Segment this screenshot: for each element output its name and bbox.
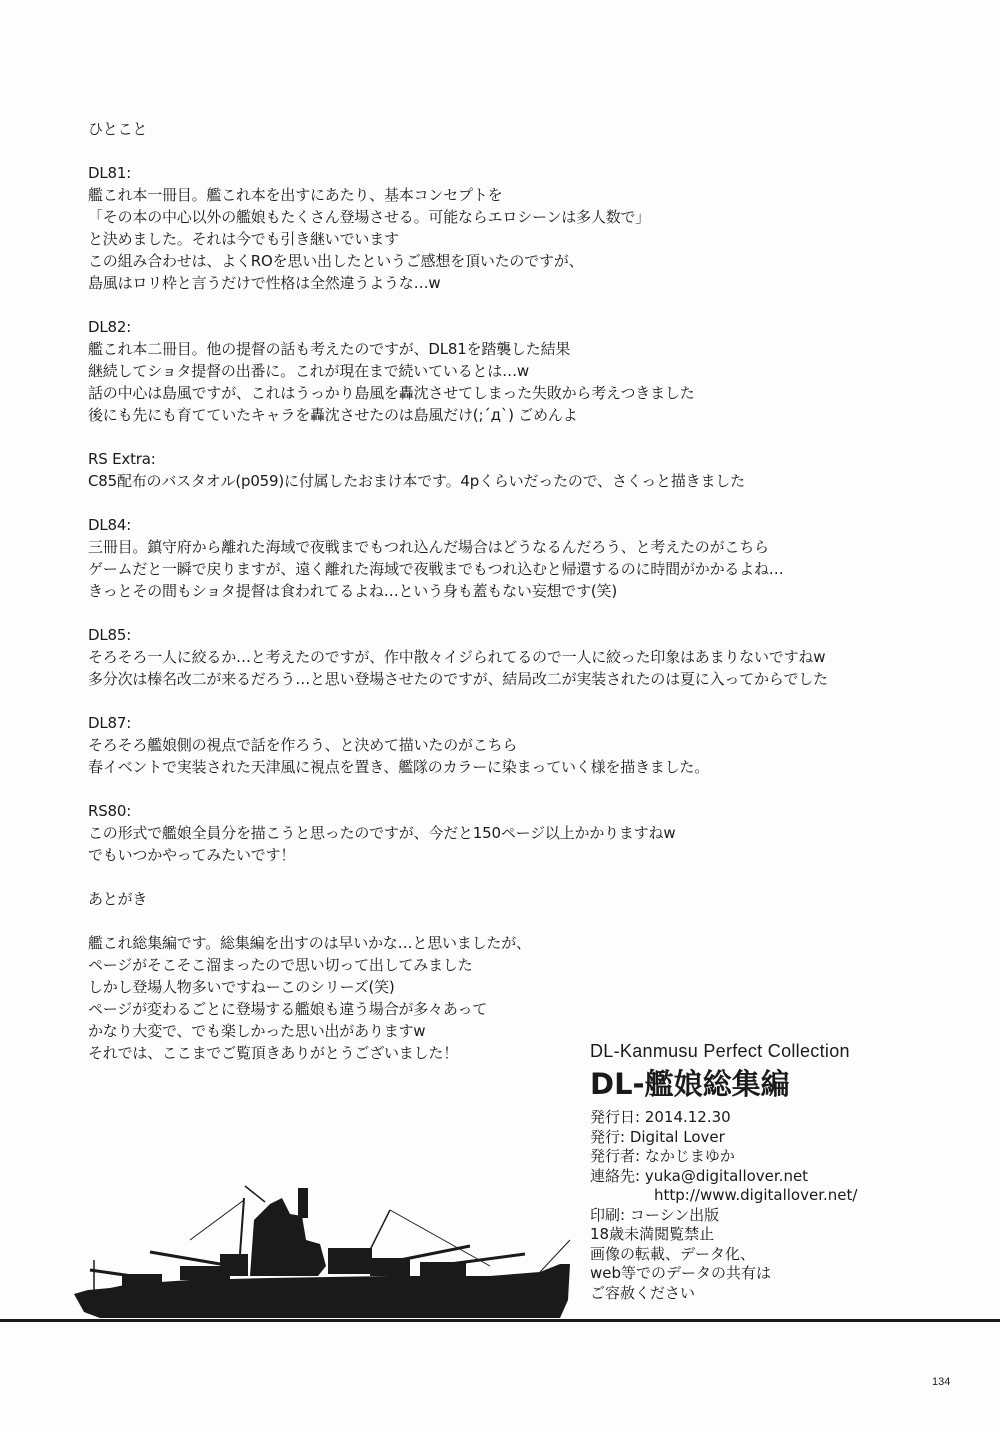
section-line: そろそろ一人に絞るか…と考えたのですが、作中散々イジられてるので一人に絞った印象はあまりないですねw <box>88 648 826 666</box>
section-title: RS80: <box>88 802 132 820</box>
section-line: 三冊目。鎮守府から離れた海域で夜戦までもつれ込んだ場合はどうなるんだろう、と考えたのがこちら <box>88 538 769 556</box>
section-dl87 <box>88 712 948 778</box>
section-line: 艦これ本一冊目。艦これ本を出すにあたり、基本コンセプトを <box>88 186 503 204</box>
afterword-line: それでは、ここまでご覧頂きありがとうございました！ <box>88 1044 459 1062</box>
colophon-notice-line: 18歳未満閲覧禁止 <box>590 1225 715 1243</box>
section-title: DL81: <box>88 164 132 182</box>
colophon-notice-line: web等でのデータの共有は <box>590 1264 772 1282</box>
section-line: 継続してショタ提督の出番に。これが現在まで続いているとは…w <box>88 362 529 380</box>
section-line: と決めました。それは今でも引き継いでいます <box>88 230 399 248</box>
section-line: 多分次は榛名改二が来るだろう…と思い登場させたのですが、結局改二が実装されたのは夏に入ってからでした <box>88 670 828 688</box>
section-title: DL84: <box>88 516 132 534</box>
section-line: ゲームだと一瞬で戻りますが、遠く離れた海域で夜戦までもつれ込むと帰還するのに時間がかかるよね… <box>88 560 784 578</box>
colophon-notice-line: 画像の転載、データ化、 <box>590 1244 756 1263</box>
section-line: 島風はロリ枠と言うだけで性格は全然違うような…w <box>88 274 441 292</box>
section-line: 春イベントで実装された天津風に視点を置き、艦隊のカラーに染まっていく様を描きました。 <box>88 758 710 776</box>
comments-heading: ひとこと <box>88 120 148 138</box>
page-baseline-rule <box>0 1319 1000 1322</box>
colophon-publisher: 発行: Digital Lover <box>590 1127 725 1146</box>
section-dl84 <box>88 514 948 602</box>
afterword-line: しかし登場人物多いですねーこのシリーズ(笑) <box>88 978 395 996</box>
section-line: きっとその間もショタ提督は食われてるよね…という身も蓋もない妄想です(笑) <box>88 582 618 600</box>
section-title: RS Extra: <box>88 450 156 468</box>
afterword-line: ページがそこそこ溜まったので思い切って出してみました <box>88 956 473 974</box>
colophon-title-en: DL-Kanmusu Perfect Collection <box>590 1041 850 1061</box>
section-dl82 <box>88 316 948 426</box>
afterword-line: ページが変わるごとに登場する艦娘も違う場合が多々あって <box>88 1000 488 1018</box>
colophon-notice-line: ご容赦ください <box>590 1283 696 1302</box>
colophon-author: 発行者: なかじまゆか <box>590 1147 735 1165</box>
colophon-printer: 印刷: コーシン出版 <box>590 1205 720 1224</box>
section-line: 話の中心は島風ですが、これはうっかり島風を轟沈させてしまった失敗から考えつきました <box>88 384 695 402</box>
afterword-line: 艦これ総集編です。総集編を出すのは早いかな…と思いましたが、 <box>88 934 531 952</box>
section-line: 後にも先にも育てていたキャラを轟沈させたのは島風だけ(;´д`) ごめんよ <box>88 406 578 424</box>
colophon-title-jp: DL-艦娘総集編 <box>590 1067 790 1101</box>
section-title: DL85: <box>88 626 132 644</box>
section-line: この組み合わせは、よくROを思い出したというご感想を頂いたのですが、 <box>88 252 584 270</box>
comments-text-block <box>88 118 948 1086</box>
afterword-heading: あとがき <box>88 890 148 908</box>
section-rs80 <box>88 800 948 866</box>
section-line: そろそろ艦娘側の視点で話を作ろう、と決めて描いたのがこちら <box>88 736 518 754</box>
section-line: でもいつかやってみたいです！ <box>88 846 296 864</box>
section-line: C85配布のバスタオル(p059)に付属したおまけ本です。4pくらいだったので、さくっと描きました <box>88 472 745 490</box>
section-dl85 <box>88 624 948 690</box>
colophon-url: http://www.digitallover.net/ <box>654 1186 858 1204</box>
afterword-line: かなり大変で、でも楽しかった思い出がありますw <box>88 1022 426 1040</box>
section-line: 「その本の中心以外の艦娘もたくさん登場させる。可能ならエロシーンは多人数で」 <box>88 208 651 226</box>
colophon-date: 発行日: 2014.12.30 <box>590 1108 731 1126</box>
section-title: DL87: <box>88 714 132 732</box>
section-title: DL82: <box>88 318 132 336</box>
page-number: 134 <box>932 1376 951 1388</box>
section-line: この形式で艦娘全員分を描こうと思ったのですが、今だと150ページ以上かかりますねw <box>88 824 676 842</box>
colophon-contact: 連絡先: yuka@digitallover.net <box>590 1166 809 1185</box>
section-rs-extra <box>88 448 948 492</box>
section-dl81 <box>88 162 948 294</box>
battleship-silhouette-icon <box>70 1180 590 1322</box>
section-line: 艦これ本二冊目。他の提督の話も考えたのですが、DL81を踏襲した結果 <box>88 340 571 358</box>
colophon <box>590 1038 970 1303</box>
